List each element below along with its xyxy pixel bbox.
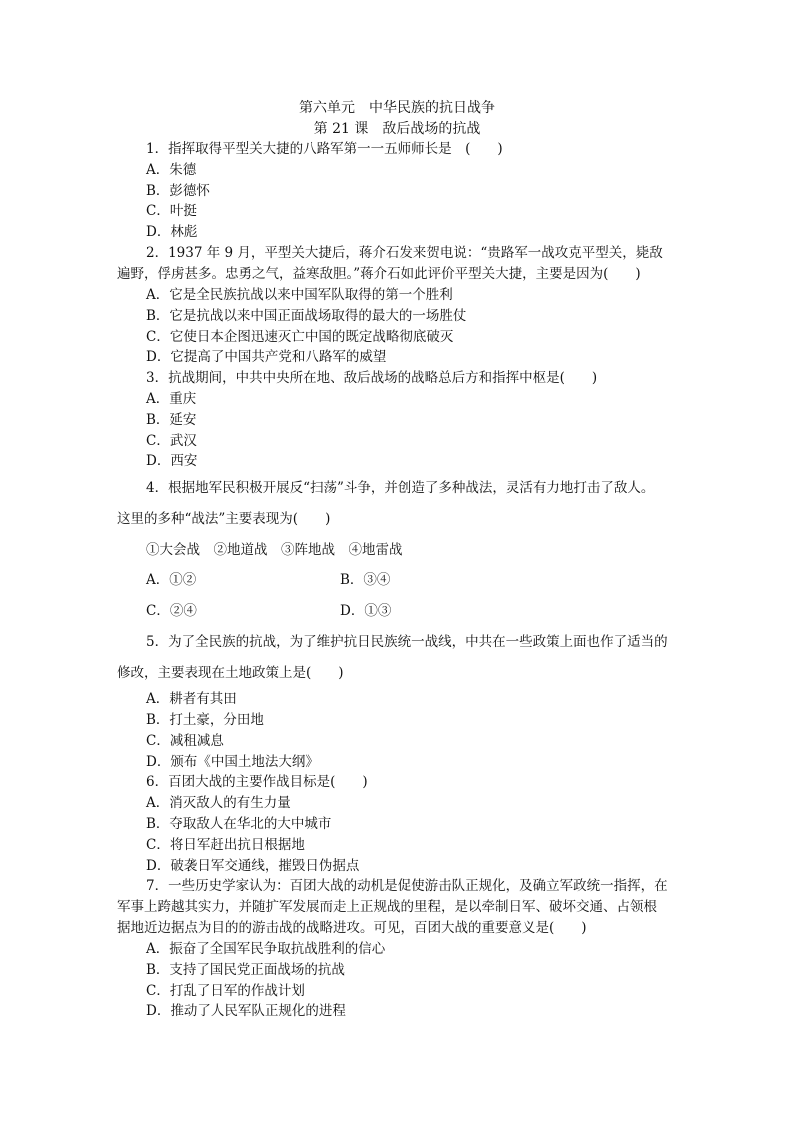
question-6-option-c: C．将日军赶出抗日根据地 <box>146 837 305 853</box>
question-2-option-b: B．它是抗战以来中国正面战场取得的最大的一场胜仗 <box>146 308 467 324</box>
question-5-option-b: B．打土豪，分田地 <box>146 712 264 728</box>
question-4-items: ①大会战 ②地道战 ③阵地战 ④地雷战 <box>146 542 403 558</box>
question-7-stem-continued-2: 据地近边据点为目的的游击战的战略进攻。可见，百团大战的重要意义是( ) <box>117 920 587 936</box>
question-1-option-d: D．林彪 <box>146 224 198 240</box>
question-2-option-c: C．它使日本企图迅速灭亡中国的既定战略彻底破灭 <box>146 329 454 345</box>
question-1-option-a: A．朱德 <box>146 162 197 178</box>
question-5-option-c: C．减租减息 <box>146 733 224 749</box>
question-4-stem: 4．根据地军民积极开展反“扫荡”斗争，并创造了多种战法，灵活有力地打击了敌人。 <box>146 480 655 496</box>
question-3-option-d: D．西安 <box>146 453 198 469</box>
question-2-stem-continued: 遍野，俘虏甚多。忠勇之气，益寒敌胆。”蒋介石如此评价平型关大捷，主要是因为( ) <box>117 266 641 282</box>
question-4-option-b: B．③④ <box>340 572 391 588</box>
question-4-option-c: C．②④ <box>146 603 197 619</box>
question-4-option-d: D．①③ <box>340 603 392 619</box>
question-7-option-b: B．支持了国民党正面战场的抗战 <box>146 962 345 978</box>
question-7-option-a: A．振奋了全国军民争取抗战胜利的信心 <box>146 941 386 957</box>
unit-title: 第六单元 中华民族的抗日战争 <box>299 100 495 116</box>
question-7-option-d: D．推动了人民军队正规化的进程 <box>146 1003 346 1019</box>
question-3-option-a: A．重庆 <box>146 391 197 407</box>
question-1-option-c: C．叶挺 <box>146 203 197 219</box>
question-2-option-d: D．它提高了中国共产党和八路军的威望 <box>146 349 387 365</box>
question-7-stem-continued-1: 军事上跨越其实力，并随扩军发展而走上正规战的里程，是以牵制日军、破坏交通、占领根 <box>117 899 657 915</box>
question-5-option-a: A．耕者有其田 <box>146 691 237 707</box>
question-2-stem: 2．1937 年 9 月，平型关大捷后，蒋介石发来贺电说：“贵路军一战攻克平型关，毙敌 <box>146 245 663 261</box>
question-6-stem: 6．百团大战的主要作战目标是( ) <box>146 774 368 790</box>
question-7-option-c: C．打乱了日军的作战计划 <box>146 983 305 999</box>
question-5-option-d: D．颁布《中国土地法大纲》 <box>146 754 319 770</box>
question-6-option-a: A．消灭敌人的有生力量 <box>146 795 291 811</box>
lesson-title: 第 21 课 敌后战场的抗战 <box>313 121 481 137</box>
question-5-stem-continued: 修改，主要表现在土地政策上是( ) <box>117 665 344 681</box>
question-6-option-b: B．夺取敌人在华北的大中城市 <box>146 816 332 832</box>
question-2-option-a: A．它是全民族抗战以来中国军队取得的第一个胜利 <box>146 287 453 303</box>
question-4-option-a: A．①② <box>146 572 197 588</box>
question-1-option-b: B．彭德怀 <box>146 183 210 199</box>
question-1-stem: 1．指挥取得平型关大捷的八路军第一一五师师长是 ( ) <box>146 141 503 157</box>
question-3-stem: 3．抗战期间，中共中央所在地、敌后战场的战略总后方和指挥中枢是( ) <box>146 370 598 386</box>
question-3-option-b: B．延安 <box>146 412 197 428</box>
question-6-option-d: D．破袭日军交通线，摧毁日伪据点 <box>146 858 360 874</box>
question-7-stem: 7．一些历史学家认为：百团大战的动机是促使游击队正规化，及确立军政统一指挥，在 <box>146 878 668 894</box>
question-4-stem-continued: 这里的多种“战法”主要表现为( ) <box>117 511 331 527</box>
question-5-stem: 5．为了全民族的抗战，为了维护抗日民族统一战线，中共在一些政策上面也作了适当的 <box>146 634 668 650</box>
question-3-option-c: C．武汉 <box>146 433 197 449</box>
